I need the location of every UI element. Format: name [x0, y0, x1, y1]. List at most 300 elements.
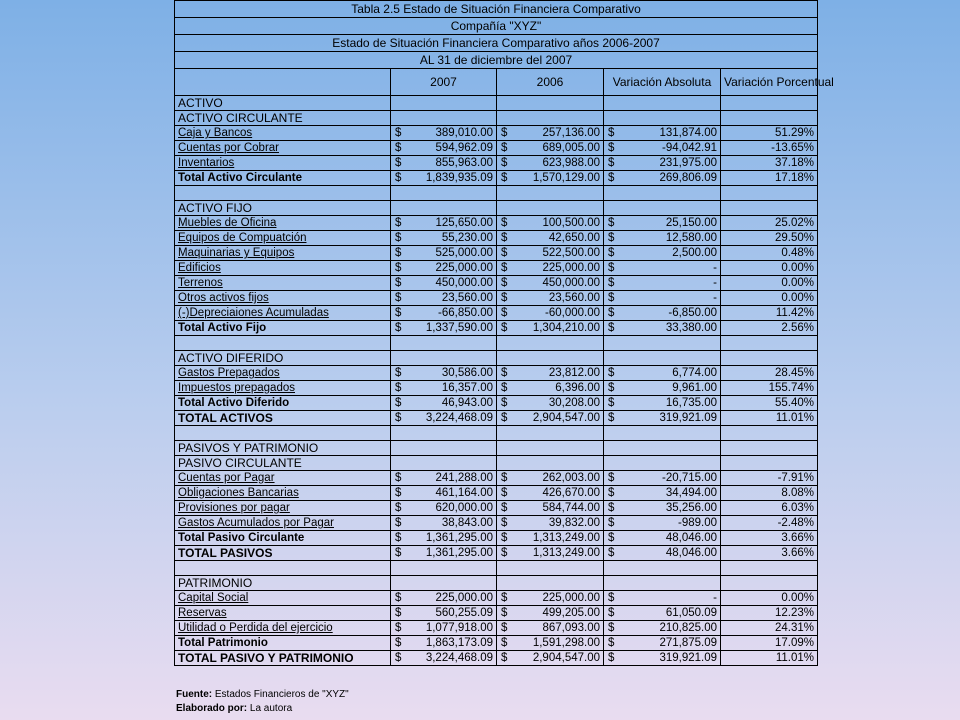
table-row [175, 636, 818, 651]
currency-symbol: $ [395, 547, 402, 559]
cell-abs [604, 321, 721, 336]
cell-v2007 [391, 336, 497, 351]
table-row [175, 141, 818, 156]
row-label: Caja y Bancos [175, 126, 391, 141]
cell-v2007 [391, 591, 497, 606]
table-row [175, 246, 818, 261]
cell-v2006 [497, 471, 604, 486]
amount-value: 450,000.00 [542, 277, 600, 289]
row-label: Reservas [175, 606, 391, 621]
currency-symbol: $ [608, 277, 615, 289]
source-label: Fuente: [176, 689, 213, 700]
row-label: Muebles de Oficina [175, 216, 391, 231]
cell-pct [721, 201, 818, 216]
cell-v2006 [497, 216, 604, 231]
cell-v2006 [497, 201, 604, 216]
amount-value: 262,003.00 [542, 472, 600, 484]
currency-symbol: $ [501, 412, 508, 424]
amount-value: 1,304,210.00 [532, 322, 600, 334]
table-row [175, 561, 818, 576]
amount-value: 594,962.09 [435, 142, 493, 154]
amount-value: 389,010.00 [435, 127, 493, 139]
currency-symbol: $ [501, 232, 508, 244]
column-header-pct: Variación Porcentual [721, 69, 818, 96]
cell-v2006 [497, 576, 604, 591]
cell-v2006 [497, 276, 604, 291]
table-row [175, 171, 818, 186]
cell-v2006 [497, 246, 604, 261]
currency-symbol: $ [395, 652, 402, 664]
table-row [175, 351, 818, 366]
cell-abs [604, 456, 721, 471]
amount-value: 855,963.00 [435, 157, 493, 169]
cell-v2007 [391, 411, 497, 426]
currency-symbol: $ [395, 637, 402, 649]
column-header-2006: 2006 [497, 69, 604, 96]
row-label: TOTAL ACTIVOS [175, 411, 391, 426]
cell-pct [721, 561, 818, 576]
cell-v2006 [497, 531, 604, 546]
cell-v2007 [391, 186, 497, 201]
table-row [175, 411, 818, 426]
cell-abs [604, 606, 721, 621]
cell-abs [604, 471, 721, 486]
amount-value: 426,670.00 [542, 487, 600, 499]
cell-pct: 6.03% [721, 501, 818, 516]
cell-pct: 0.00% [721, 591, 818, 606]
currency-symbol: $ [608, 547, 615, 559]
cell-v2007 [391, 291, 497, 306]
table-title-row [175, 1, 818, 18]
currency-symbol: $ [395, 232, 402, 244]
currency-symbol: $ [608, 157, 615, 169]
cell-v2006 [497, 126, 604, 141]
table-row [175, 201, 818, 216]
currency-symbol: $ [395, 292, 402, 304]
currency-symbol: $ [608, 307, 615, 319]
cell-abs [604, 156, 721, 171]
row-label [175, 426, 391, 441]
currency-symbol: $ [501, 592, 508, 604]
cell-v2006 [497, 516, 604, 531]
amount-value: 3,224,468.09 [425, 652, 493, 664]
column-header-abs: Variación Absoluta [604, 69, 721, 96]
cell-v2007 [391, 216, 497, 231]
currency-symbol: $ [395, 277, 402, 289]
currency-symbol: $ [395, 487, 402, 499]
table-row [175, 336, 818, 351]
currency-symbol: $ [395, 502, 402, 514]
currency-symbol: $ [501, 247, 508, 259]
cell-abs [604, 96, 721, 111]
amount-value: 1,361,295.00 [425, 547, 493, 559]
currency-symbol: $ [501, 127, 508, 139]
amount-value: 16,735.00 [665, 397, 717, 409]
cell-v2007 [391, 246, 497, 261]
cell-v2007 [391, 471, 497, 486]
cell-v2006 [497, 306, 604, 321]
cell-v2007 [391, 126, 497, 141]
currency-symbol: $ [608, 487, 615, 499]
amount-value: 2,904,547.00 [532, 652, 600, 664]
row-label: PASIVO CIRCULANTE [175, 456, 391, 471]
cell-pct: -7.91% [721, 471, 818, 486]
cell-v2006 [497, 366, 604, 381]
amount-value: -66,850.00 [438, 307, 493, 319]
cell-pct: 0.00% [721, 291, 818, 306]
amount-value: 241,288.00 [435, 472, 493, 484]
cell-v2007 [391, 621, 497, 636]
row-label [175, 561, 391, 576]
amount-value: 39,832.00 [548, 517, 600, 529]
cell-abs [604, 111, 721, 126]
amount-value: 867,093.00 [542, 622, 600, 634]
currency-symbol: $ [395, 382, 402, 394]
table-row [175, 456, 818, 471]
row-label: ACTIVO FIJO [175, 201, 391, 216]
cell-v2007 [391, 111, 497, 126]
author-note [176, 702, 349, 716]
currency-symbol: $ [608, 172, 615, 184]
table-row [175, 396, 818, 411]
statement-title: Estado de Situación Financiera Comparativo años 2006-2007 [175, 35, 818, 52]
cell-v2007 [391, 651, 497, 666]
table-row [175, 606, 818, 621]
author-text: La autora [249, 703, 293, 714]
cell-v2006 [497, 456, 604, 471]
cell-abs [604, 291, 721, 306]
table-row [175, 531, 818, 546]
cell-pct [721, 96, 818, 111]
cell-v2007 [391, 576, 497, 591]
company-row [175, 18, 818, 35]
source-note [176, 688, 349, 702]
row-label: Terrenos [175, 276, 391, 291]
amount-value: 48,046.00 [665, 532, 717, 544]
cell-abs [604, 231, 721, 246]
cell-pct: 17.18% [721, 171, 818, 186]
cell-v2007 [391, 201, 497, 216]
cell-abs [604, 246, 721, 261]
currency-symbol: $ [395, 142, 402, 154]
cell-v2007 [391, 396, 497, 411]
currency-symbol: $ [501, 262, 508, 274]
currency-symbol: $ [395, 157, 402, 169]
cell-abs [604, 486, 721, 501]
cell-pct: 12.23% [721, 606, 818, 621]
currency-symbol: $ [501, 277, 508, 289]
table-row [175, 426, 818, 441]
row-label: Impuestos prepagados [175, 381, 391, 396]
cell-abs [604, 381, 721, 396]
amount-value: 210,825.00 [659, 622, 717, 634]
cell-v2006 [497, 291, 604, 306]
cell-abs [604, 591, 721, 606]
currency-symbol: $ [501, 487, 508, 499]
row-label: Provisiones por pagar [175, 501, 391, 516]
date-row [175, 52, 818, 69]
amount-value: 125,650.00 [435, 217, 493, 229]
table-row [175, 186, 818, 201]
table-row [175, 441, 818, 456]
amount-value: 2,500.00 [672, 247, 717, 259]
amount-value: 35,256.00 [665, 502, 717, 514]
currency-symbol: $ [608, 322, 615, 334]
cell-v2006 [497, 231, 604, 246]
currency-symbol: $ [395, 622, 402, 634]
row-label: Gastos Acumulados por Pagar [175, 516, 391, 531]
amount-value: 61,050.09 [665, 607, 717, 619]
cell-v2006 [497, 621, 604, 636]
column-header-row [175, 69, 818, 96]
cell-pct: 37.18% [721, 156, 818, 171]
cell-pct: 11.01% [721, 411, 818, 426]
cell-abs [604, 186, 721, 201]
cell-pct: 0.00% [721, 261, 818, 276]
cell-abs [604, 396, 721, 411]
cell-v2006 [497, 351, 604, 366]
currency-symbol: $ [395, 592, 402, 604]
cell-v2006 [497, 336, 604, 351]
cell-abs [604, 141, 721, 156]
amount-value: 16,357.00 [441, 382, 493, 394]
cell-pct [721, 186, 818, 201]
cell-abs [604, 531, 721, 546]
table-row [175, 471, 818, 486]
cell-abs [604, 261, 721, 276]
row-label: Utilidad o Perdida del ejercicio [175, 621, 391, 636]
cell-v2007 [391, 426, 497, 441]
amount-value: - [713, 262, 717, 274]
amount-value: 34,494.00 [665, 487, 717, 499]
cell-v2006 [497, 186, 604, 201]
amount-value: 689,005.00 [542, 142, 600, 154]
currency-symbol: $ [501, 142, 508, 154]
cell-v2006 [497, 426, 604, 441]
amount-value: 269,806.09 [659, 172, 717, 184]
cell-abs [604, 171, 721, 186]
row-label: Maquinarias y Equipos [175, 246, 391, 261]
currency-symbol: $ [395, 472, 402, 484]
currency-symbol: $ [608, 622, 615, 634]
cell-pct [721, 111, 818, 126]
cell-v2006 [497, 381, 604, 396]
cell-v2007 [391, 306, 497, 321]
cell-v2006 [497, 501, 604, 516]
amount-value: - [713, 592, 717, 604]
cell-pct: 51.29% [721, 126, 818, 141]
cell-pct: 24.31% [721, 621, 818, 636]
table-row [175, 291, 818, 306]
cell-v2007 [391, 486, 497, 501]
currency-symbol: $ [608, 127, 615, 139]
cell-abs [604, 546, 721, 561]
currency-symbol: $ [608, 262, 615, 274]
cell-v2007 [391, 516, 497, 531]
table-row [175, 261, 818, 276]
amount-value: -94,042.91 [662, 142, 717, 154]
amount-value: 3,224,468.09 [425, 412, 493, 424]
table-title: Tabla 2.5 Estado de Situación Financiera Comparativo [175, 1, 818, 18]
amount-value: 23,812.00 [548, 367, 600, 379]
amount-value: 33,380.00 [665, 322, 717, 334]
row-label: TOTAL PASIVO Y PATRIMONIO [175, 651, 391, 666]
author-label: Elaborado por: [176, 703, 248, 714]
row-label: ACTIVO DIFERIDO [175, 351, 391, 366]
currency-symbol: $ [501, 637, 508, 649]
cell-abs [604, 411, 721, 426]
currency-symbol: $ [608, 397, 615, 409]
currency-symbol: $ [501, 307, 508, 319]
cell-abs [604, 501, 721, 516]
amount-value: 461,164.00 [435, 487, 493, 499]
amount-value: 48,046.00 [665, 547, 717, 559]
row-label: Cuentas por Pagar [175, 471, 391, 486]
cell-pct [721, 441, 818, 456]
cell-abs [604, 426, 721, 441]
row-label: Otros activos fijos [175, 291, 391, 306]
cell-abs [604, 651, 721, 666]
currency-symbol: $ [501, 607, 508, 619]
amount-value: 23,560.00 [548, 292, 600, 304]
currency-symbol: $ [501, 532, 508, 544]
currency-symbol: $ [501, 367, 508, 379]
table-row [175, 516, 818, 531]
statement-row [175, 35, 818, 52]
amount-value: -60,000.00 [545, 307, 600, 319]
cell-pct: 29.50% [721, 231, 818, 246]
cell-v2007 [391, 561, 497, 576]
cell-pct: 3.66% [721, 531, 818, 546]
currency-symbol: $ [395, 217, 402, 229]
cell-v2006 [497, 141, 604, 156]
cell-v2007 [391, 546, 497, 561]
currency-symbol: $ [501, 172, 508, 184]
cell-v2007 [391, 636, 497, 651]
table-row [175, 306, 818, 321]
amount-value: 1,591,298.00 [532, 637, 600, 649]
amount-value: 12,580.00 [665, 232, 717, 244]
amount-value: 23,560.00 [441, 292, 493, 304]
amount-value: 25,150.00 [665, 217, 717, 229]
currency-symbol: $ [501, 502, 508, 514]
cell-pct: -13.65% [721, 141, 818, 156]
amount-value: 319,921.09 [659, 652, 717, 664]
currency-symbol: $ [395, 262, 402, 274]
currency-symbol: $ [608, 532, 615, 544]
currency-symbol: $ [501, 217, 508, 229]
amount-value: -989.00 [677, 517, 717, 529]
table-row [175, 366, 818, 381]
amount-value: 560,255.09 [435, 607, 493, 619]
currency-symbol: $ [608, 517, 615, 529]
cell-abs [604, 516, 721, 531]
table-row [175, 621, 818, 636]
table-row [175, 321, 818, 336]
cell-abs [604, 306, 721, 321]
cell-v2006 [497, 111, 604, 126]
amount-value: 450,000.00 [435, 277, 493, 289]
row-label: PATRIMONIO [175, 576, 391, 591]
cell-abs [604, 576, 721, 591]
cell-v2007 [391, 96, 497, 111]
cell-v2006 [497, 561, 604, 576]
row-label: Edificios [175, 261, 391, 276]
currency-symbol: $ [608, 232, 615, 244]
amount-value: 2,904,547.00 [532, 412, 600, 424]
cell-v2007 [391, 366, 497, 381]
company-name: Compañía "XYZ" [175, 18, 818, 35]
cell-v2007 [391, 456, 497, 471]
row-label: Total Pasivo Circulante [175, 531, 391, 546]
amount-value: 225,000.00 [435, 592, 493, 604]
currency-symbol: $ [608, 502, 615, 514]
cell-v2007 [391, 606, 497, 621]
cell-v2006 [497, 396, 604, 411]
currency-symbol: $ [608, 607, 615, 619]
currency-symbol: $ [608, 652, 615, 664]
amount-value: 6,774.00 [672, 367, 717, 379]
cell-abs [604, 636, 721, 651]
cell-abs [604, 351, 721, 366]
cell-pct: 11.01% [721, 651, 818, 666]
row-label: Total Activo Fijo [175, 321, 391, 336]
cell-v2007 [391, 351, 497, 366]
amount-value: 225,000.00 [542, 592, 600, 604]
cell-abs [604, 441, 721, 456]
cell-v2006 [497, 441, 604, 456]
cell-abs [604, 621, 721, 636]
cell-abs [604, 366, 721, 381]
table-row [175, 486, 818, 501]
cell-pct [721, 426, 818, 441]
row-label: PASIVOS Y PATRIMONIO [175, 441, 391, 456]
cell-abs [604, 336, 721, 351]
row-label: Inventarios [175, 156, 391, 171]
cell-pct: 0.00% [721, 276, 818, 291]
amount-value: 1,313,249.00 [532, 547, 600, 559]
amount-value: - [713, 277, 717, 289]
currency-symbol: $ [395, 127, 402, 139]
column-header-blank [175, 69, 391, 96]
amount-value: 9,961.00 [672, 382, 717, 394]
table-row [175, 96, 818, 111]
amount-value: -20,715.00 [662, 472, 717, 484]
amount-value: 225,000.00 [542, 262, 600, 274]
row-label: ACTIVO CIRCULANTE [175, 111, 391, 126]
cell-pct: 11.42% [721, 306, 818, 321]
amount-value: 271,875.09 [659, 637, 717, 649]
row-label [175, 336, 391, 351]
cell-abs [604, 561, 721, 576]
currency-symbol: $ [608, 367, 615, 379]
cell-pct [721, 336, 818, 351]
cell-v2007 [391, 156, 497, 171]
currency-symbol: $ [501, 157, 508, 169]
currency-symbol: $ [501, 322, 508, 334]
currency-symbol: $ [395, 397, 402, 409]
source-text: Estados Financieros de "XYZ" [214, 689, 349, 700]
cell-abs [604, 201, 721, 216]
table-row [175, 156, 818, 171]
balance-sheet-table [174, 0, 834, 666]
currency-symbol: $ [608, 292, 615, 304]
cell-pct: 155.74% [721, 381, 818, 396]
amount-value: 620,000.00 [435, 502, 493, 514]
currency-symbol: $ [608, 637, 615, 649]
cell-pct: 2.56% [721, 321, 818, 336]
cell-pct: 8.08% [721, 486, 818, 501]
